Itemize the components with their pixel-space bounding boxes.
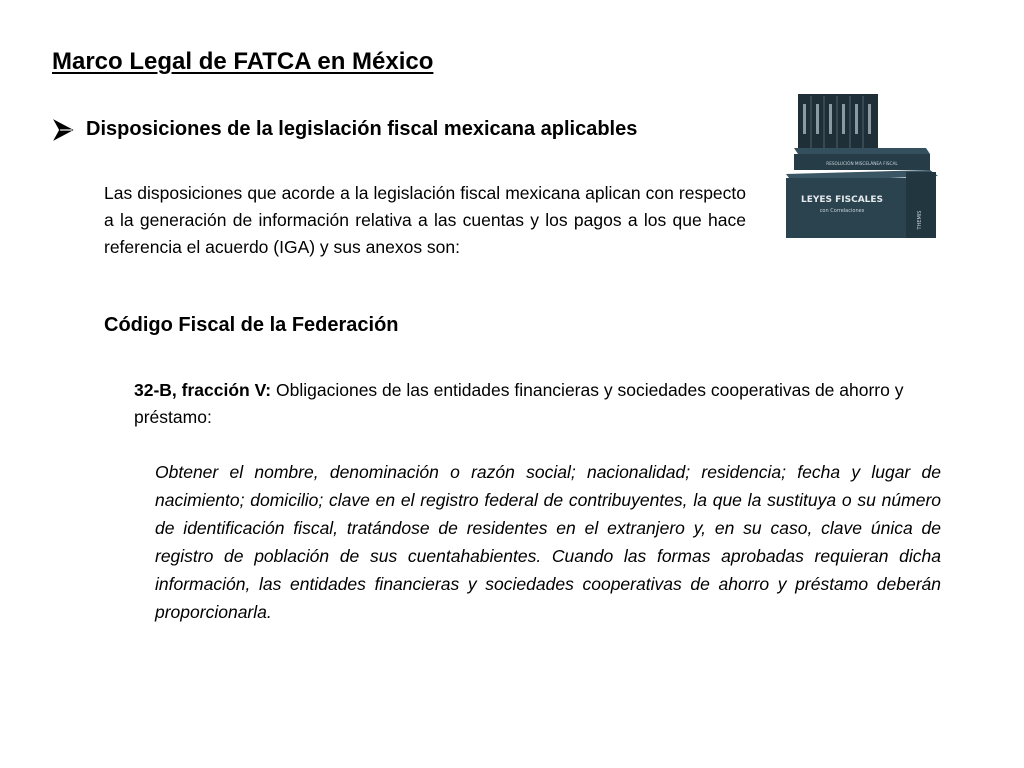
svg-text:THEMIS: THEMIS <box>917 210 923 230</box>
section-heading: Código Fiscal de la Federación <box>104 314 399 336</box>
tax-law-books-image <box>780 92 940 242</box>
article-description: Obligaciones de las entidades financieras y sociedades cooperativas de ahorro y préstamo: <box>134 380 904 427</box>
arrow-bullet-icon <box>52 119 78 141</box>
article-quote: Obtener el nombre, denominación o razón social; nacionalidad; residencia; fecha y lugar de nacimiento; domicilio; clave en el registro federal de contribuyentes, la que la sustituya o su número de identificación fiscal, tratándose de residentes en el extranjero y, en su caso, clave única de registro de población de sus cuentahabientes. Cuando las formas aprobadas requieran dicha información, las entidades financieras y sociedades cooperativas de ahorro y préstamo deberán proporcionarla. <box>155 462 941 622</box>
svg-text:RESOLUCIÓN MISCELÁNEA FISCAL: RESOLUCIÓN MISCELÁNEA FISCAL <box>826 161 898 166</box>
bullet-heading <box>52 118 637 141</box>
slide-title: Marco Legal de FATCA en México <box>52 48 434 75</box>
svg-text:con Correlaciones: con Correlaciones <box>819 208 865 214</box>
svg-text:LEYES FISCALES: LEYES FISCALES <box>800 195 884 205</box>
intro-paragraph: Las disposiciones que acorde a la legislación fiscal mexicana aplican con respecto a la generación de información relativa a las cuentas y los pagos a los que hace referencia el acuerdo (IGA) y sus anexos son: <box>104 183 746 257</box>
bullet-heading-text: Disposiciones de la legislación fiscal mexicana aplicables <box>86 118 638 140</box>
article-number: 32-B, fracción V: <box>134 380 272 400</box>
article-reference <box>134 377 934 431</box>
